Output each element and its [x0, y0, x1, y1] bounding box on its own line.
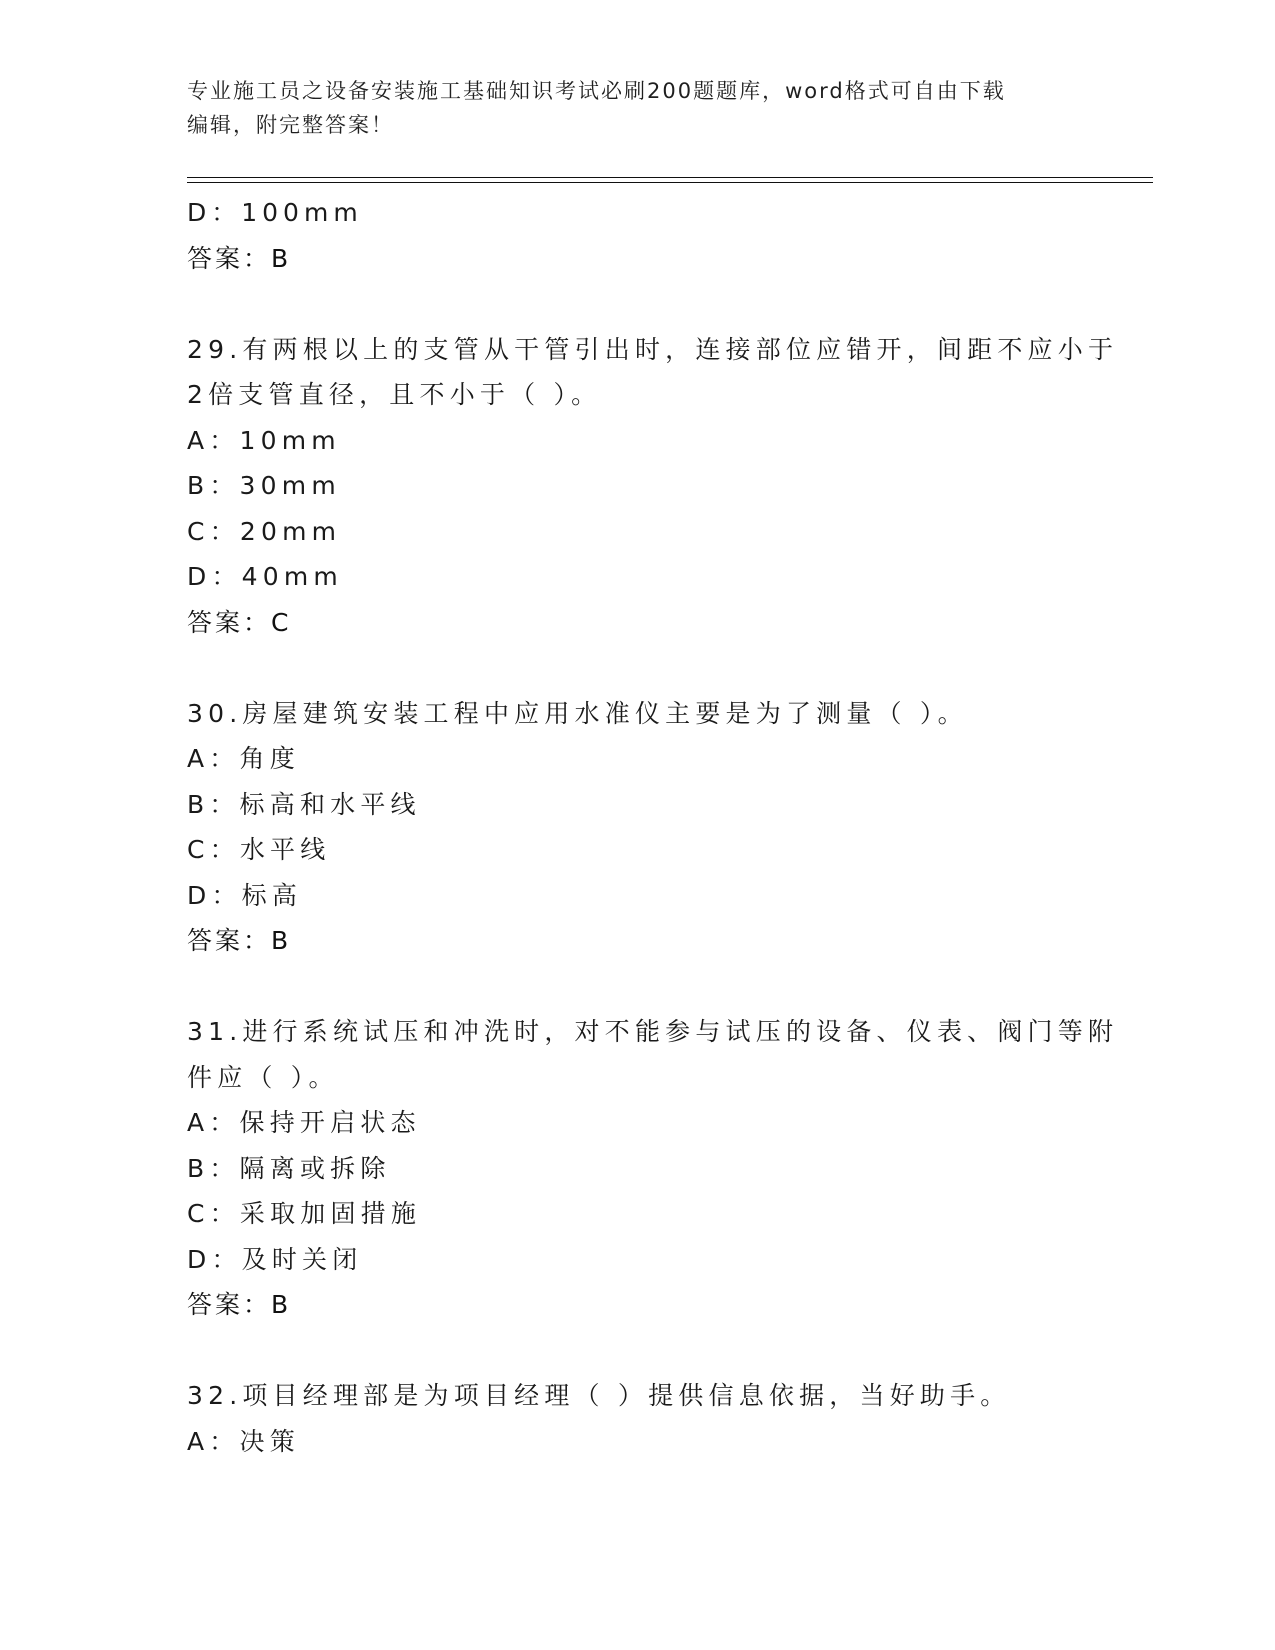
- option-a: A：10mm: [187, 425, 341, 455]
- answer-label: 答案：B: [187, 243, 292, 273]
- answer-label: 答案：B: [187, 926, 292, 955]
- question-stem-line: 30.房屋建筑安装工程中应用水准仪主要是为了测量（ ）。: [187, 698, 968, 728]
- spacer: [187, 281, 1087, 327]
- question-31: [187, 1009, 1119, 1328]
- question-stem-line: 件应（ ）。: [187, 1062, 339, 1092]
- question-stem-line: 31.进行系统试压和冲洗时，对不能参与试压的设备、仪表、阀门等附: [187, 1017, 1119, 1046]
- question-29: [187, 327, 1119, 646]
- answer-label: 答案：B: [187, 1290, 292, 1319]
- question-stem-line: 29.有两根以上的支管从干管引出时，连接部位应错开，间距不应小于: [187, 334, 1119, 364]
- option-b: B：标高和水平线: [187, 789, 421, 819]
- question-stem-line: 32.项目经理部是为项目经理（ ）提供信息依据，当好助手。: [187, 1381, 1011, 1410]
- option-a: A：角度: [187, 744, 300, 773]
- option-b: B：隔离或拆除: [187, 1153, 391, 1183]
- question-32: [187, 1373, 1087, 1464]
- option-c: C：水平线: [187, 835, 331, 864]
- option-c: C：20mm: [187, 516, 342, 546]
- answer-label: 答案：C: [187, 607, 292, 637]
- option-d: D：标高: [187, 880, 303, 910]
- question-list: [187, 190, 1119, 1464]
- option-a: A：决策: [187, 1426, 300, 1456]
- question-30: [187, 691, 1087, 964]
- option-c: C：采取加固措施: [187, 1199, 422, 1228]
- option-d: D：及时关闭: [187, 1244, 363, 1274]
- spacer: [187, 964, 1087, 1010]
- header-divider-bottom: [187, 182, 1153, 183]
- option-d: D：100mm: [187, 198, 363, 227]
- option-a: A：保持开启状态: [187, 1108, 421, 1137]
- spacer: [187, 1328, 1087, 1374]
- header-title-line-1: 专业施工员之设备安装施工基础知识考试必刷200题题库，word格式可自由下载: [187, 79, 1006, 103]
- header-divider-top: [187, 177, 1153, 178]
- spacer: [187, 645, 1087, 691]
- document-header: [187, 74, 1067, 142]
- header-title-line-2: 编辑，附完整答案！: [187, 113, 394, 137]
- option-d: D：40mm: [187, 562, 343, 591]
- question-stem-line: 2倍支管直径，且不小于（ ）。: [187, 380, 602, 409]
- option-b: B：30mm: [187, 471, 341, 500]
